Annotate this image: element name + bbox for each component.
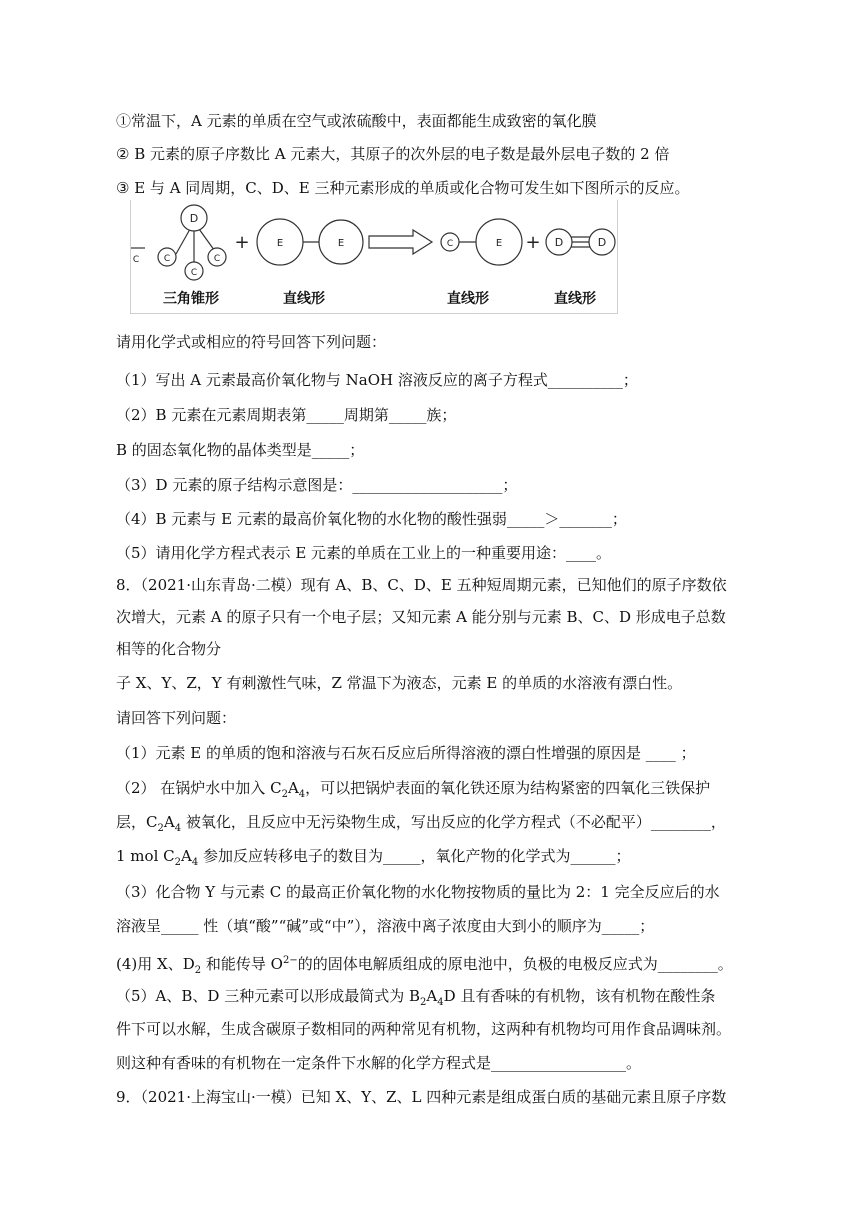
label-c-edge: C [132, 255, 140, 265]
caption-pyramid: 三角锥形 [163, 291, 219, 307]
question-8-5: （5）A、B、D 三种元素可以形成最简式为 $B_2A_4D$ 且有香味的有机物，该有机物在酸性条 [116, 987, 716, 1008]
question-8-prompt: 请回答下列问题： [116, 709, 237, 727]
condition-1: ①常温下，A 元素的单质在空气或浓硫酸中，表面都能生成致密的氧化膜 [116, 112, 597, 130]
label-d: D [189, 212, 199, 225]
question-7-5: （5）请用化学方程式表示 E 元素的单质在工业上的一种重要用途：____。 [116, 544, 612, 562]
question-7-3: （3）D 元素的原子结构示意图是：____________________； [116, 476, 518, 494]
plus-sign-1: + [234, 232, 250, 253]
reaction-diagram [130, 200, 618, 314]
question-7-2b: B 的固态氧化物的晶体类型是_____； [116, 441, 365, 459]
question-7-4: （4）B 元素与 E 元素的最高价氧化物的水化物的酸性强弱_____＞_______； [116, 510, 627, 528]
question-8-3: （3）化合物 Y 与元素 C 的最高正价氧化物的水化物按物质的量比为 2：1 完全反应后的水 [116, 883, 720, 901]
arrow-icon [369, 230, 432, 254]
label-c-left: C [163, 254, 171, 264]
condition-2: ② B 元素的原子序数比 A 元素大，其原子的次外层的电子数是最外层电子数的 2 倍 [116, 145, 670, 163]
question-8-line3: 相等的化合物分 [116, 640, 222, 658]
question-8-5c: 则这种有香味的有机物在一定条件下水解的化学方程式是__________________。 [116, 1054, 642, 1072]
label-d-product-1: D [554, 236, 564, 249]
question-8-2b: 层，$C_2A_4$ 被氧化，且反应中无污染物生成，写出反应的化学方程式（不必配平）________， [116, 813, 726, 834]
caption-linear-1: 直线形 [283, 291, 325, 307]
question-8-2: （2） 在锅炉水中加入 $C_2A_4$，可以把锅炉表面的氧化铁还原为结构紧密的四氧化三铁保护 [116, 779, 711, 800]
caption-linear-3: 直线形 [554, 291, 596, 307]
instruction-text: 请用化学式或相应的符号回答下列问题： [116, 333, 387, 351]
question-7-1: （1）写出 A 元素最高价氧化物与 NaOH 溶液反应的离子方程式__________； [116, 371, 638, 389]
question-8-3b: 溶液呈_____ 性（填“酸”“碱”或“中”），溶液中离子浓度由大到小的顺序为_____； [116, 917, 655, 935]
label-c-product: C [446, 239, 454, 249]
caption-linear-2: 直线形 [447, 291, 489, 307]
label-e-2: E [337, 238, 345, 249]
label-c-bottom: C [190, 268, 198, 278]
label-e-1: E [276, 238, 284, 249]
question-8-header: 8．（2021·山东青岛·二模）现有 A、B、C、D、E 五种短周期元素，已知他们的原子序数依 [116, 576, 727, 594]
question-8-line4: 子 X、Y、Z，Y 有刺激性气味，Z 常温下为液态，元素 E 的单质的水溶液有漂白性。 [116, 674, 683, 692]
question-8-line2: 次增大，元素 A 的原子只有一个电子层；又知元素 A 能分别与元素 B、C、D 形成电子总数 [116, 608, 726, 626]
question-7-2: （2）B 元素在元素周期表第_____周期第_____族； [116, 406, 457, 424]
question-8-2c: 1 mol $C_2A_4$ 参加反应转移电子的数目为_____，氧化产物的化学式为______； [116, 847, 631, 868]
label-e-product: E [495, 238, 503, 249]
question-8-4: (4)用 X、$D_2$ 和能传导 $O^{2-}$的的固体电解质组成的原电池中，负极的电极反应式为________。 [116, 955, 733, 976]
question-9-header: 9．（2021·上海宝山·一模）已知 X、Y、Z、L 四种元素是组成蛋白质的基础元素且原子序数 [116, 1088, 727, 1106]
plus-sign-2: + [525, 232, 541, 253]
question-8-1: （1）元素 E 的单质的饱和溶液与石灰石反应后所得溶液的漂白性增强的原因是 ____ ； [116, 744, 696, 762]
label-d-product-2: D [597, 236, 607, 249]
condition-3: ③ E 与 A 同周期，C、D、E 三种元素形成的单质或化合物可发生如下图所示的反应。 [116, 179, 690, 197]
label-c-right: C [213, 254, 221, 264]
question-8-5b: 件下可以水解，生成含碳原子数相同的两种常见有机物，这两种有机物均可用作食品调味剂。 [116, 1020, 732, 1038]
